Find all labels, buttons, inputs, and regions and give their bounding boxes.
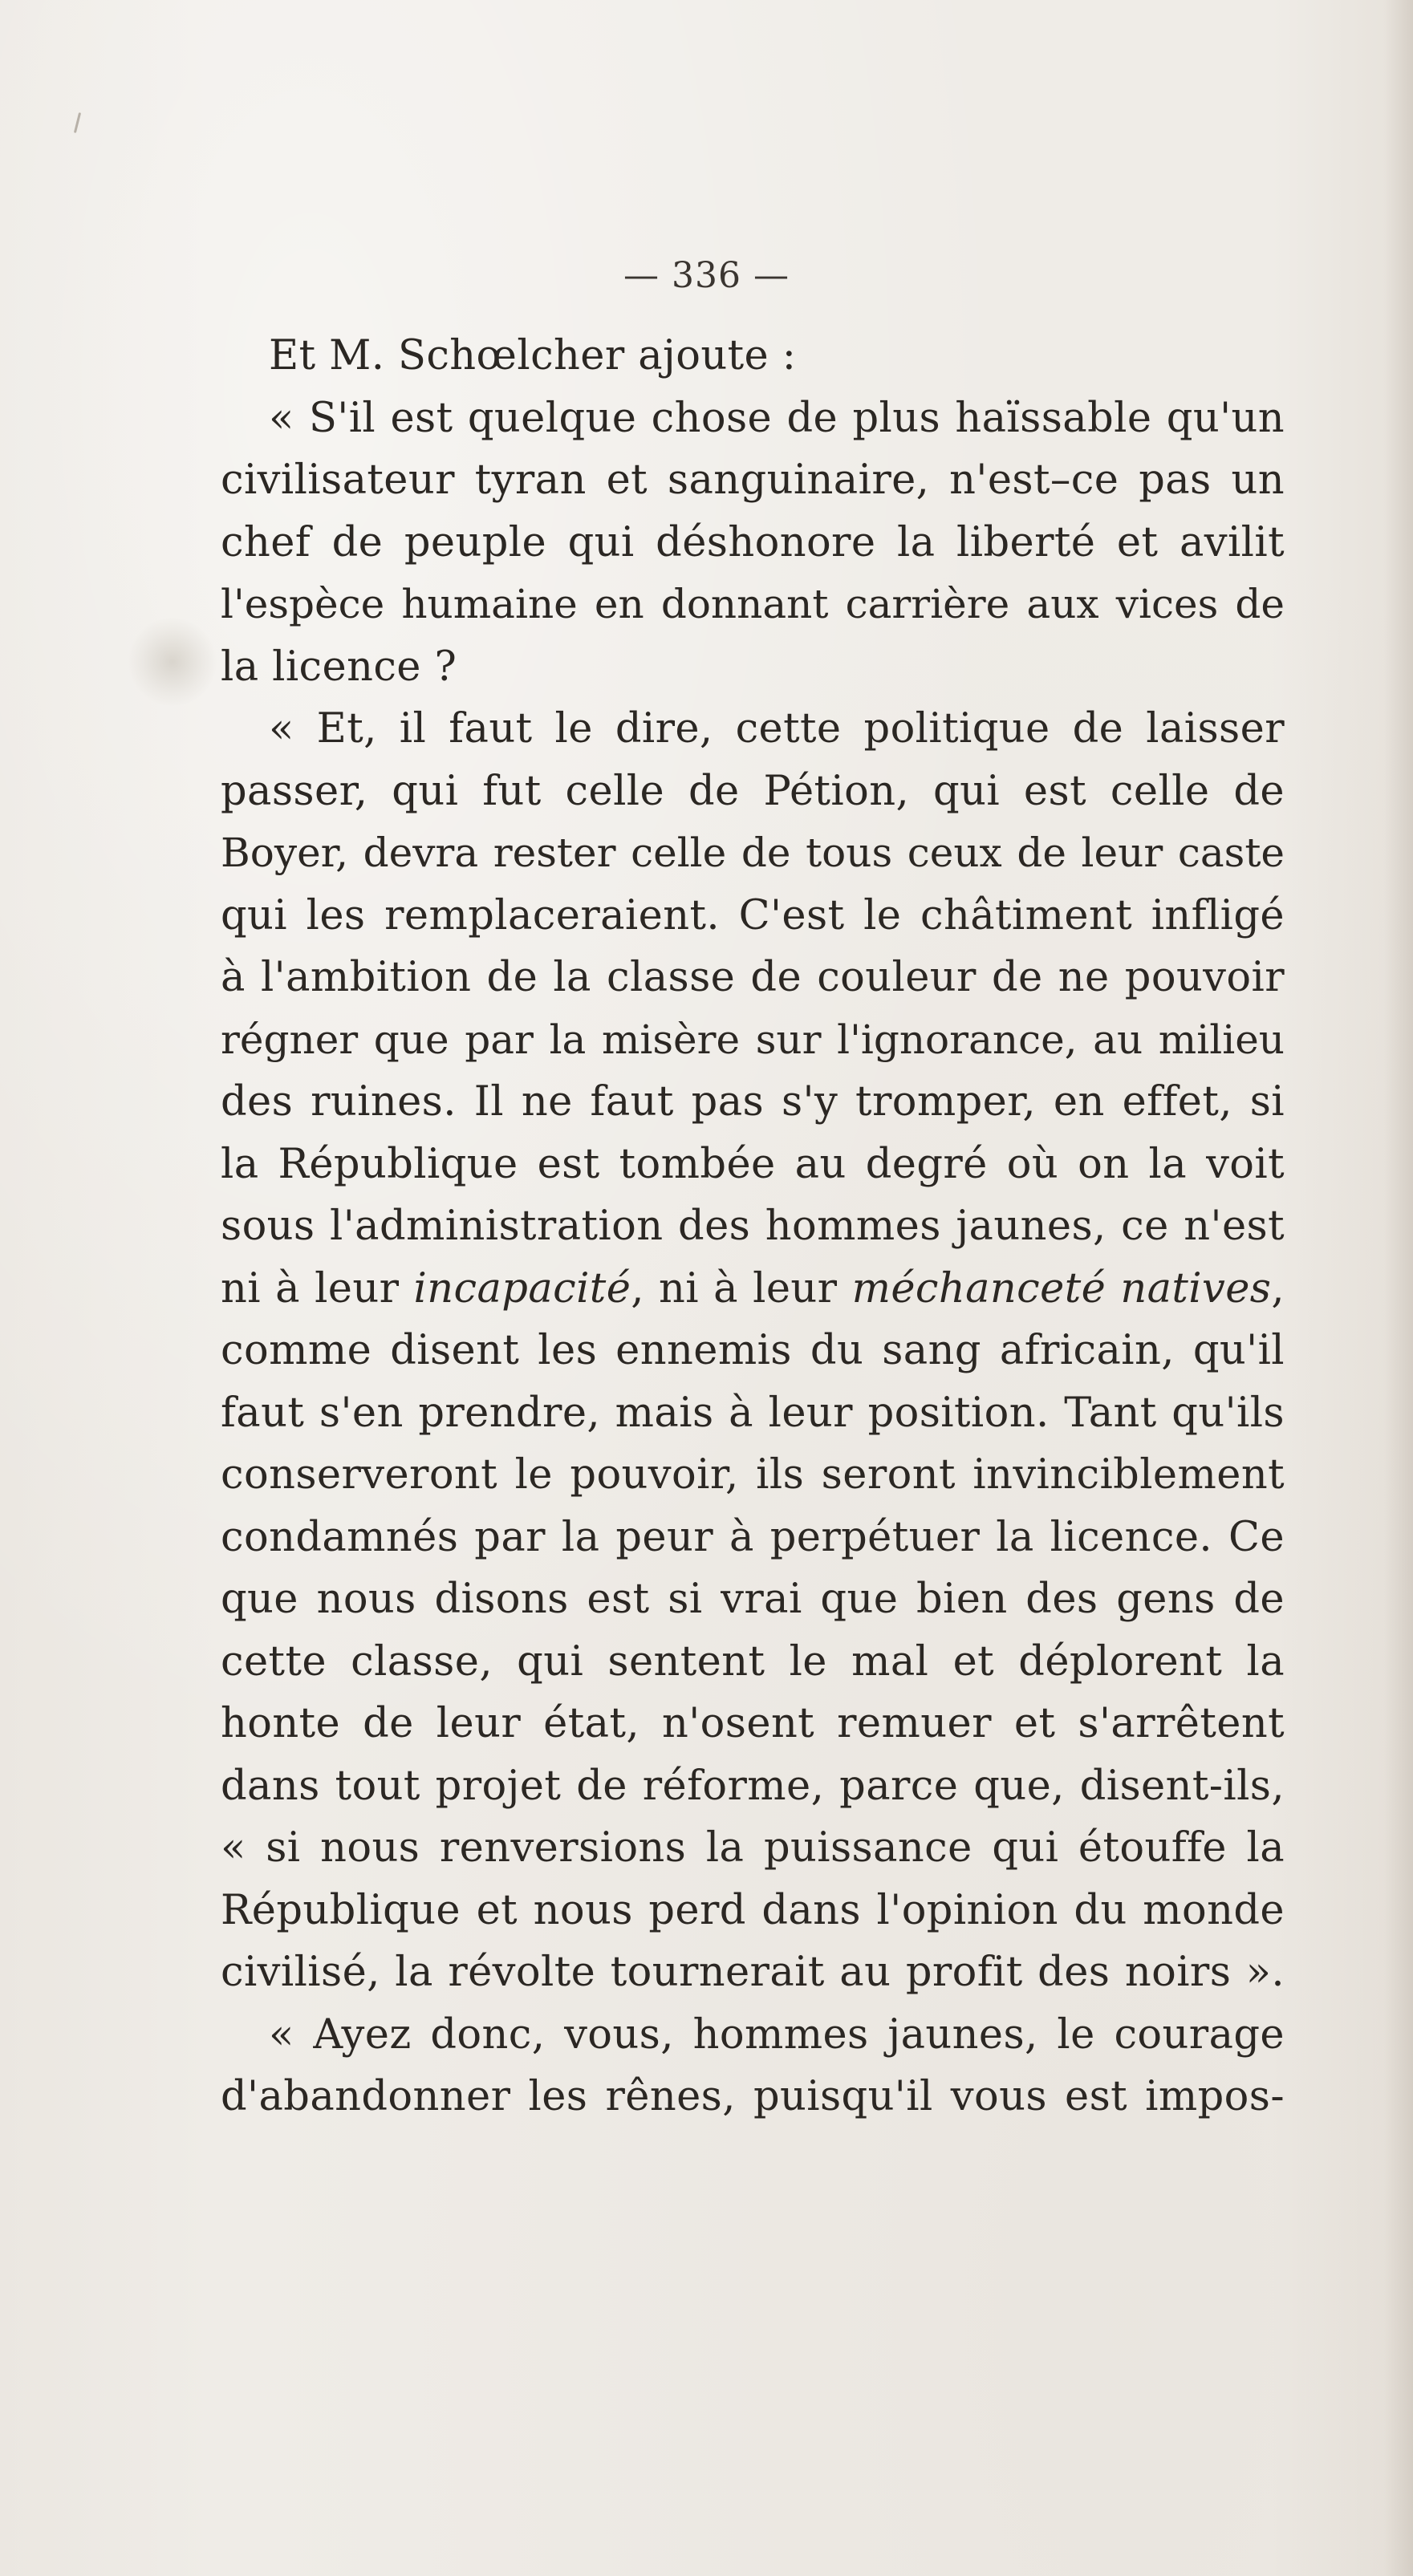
text-segment: , <box>1271 1264 1285 1312</box>
text-line: à l'ambition de la classe de couleur de ne pouvoir <box>221 954 1285 1001</box>
text-line: honte de leur état, n'osent remuer et s'arrêtent <box>221 1700 1285 1747</box>
text-line: Boyer, devra rester celle de tous ceux de leur caste <box>221 830 1285 876</box>
italic-term: incapacité <box>413 1264 631 1312</box>
text-segment: ni à leur <box>221 1264 414 1312</box>
text-line: la République est tombée au degré où on la voit <box>221 1140 1285 1188</box>
paper-stain <box>128 618 217 706</box>
text-line: que nous disons est si vrai que bien des gens de <box>221 1576 1285 1623</box>
page-edge-shadow <box>1384 0 1413 2576</box>
text-line: sous l'administration des hommes jaunes, ce n'est <box>221 1203 1285 1250</box>
text-line: dans tout projet de réforme, parce que, disent-ils, <box>221 1762 1285 1810</box>
text-line: la licence ? <box>221 643 457 691</box>
text-line: « Ayez donc, vous, hommes jaunes, le courage <box>269 2010 1285 2059</box>
text-line: des ruines. Il ne faut pas s'y tromper, en effet, si <box>221 1078 1285 1126</box>
body-text <box>221 325 1285 2128</box>
text-line: l'espèce humaine en donnant carrière aux vices de <box>221 581 1285 627</box>
text-line: « Et, il faut le dire, cette politique de laisser <box>269 705 1285 753</box>
text-line: « S'il est quelque chose de plus haïssable qu'un <box>269 394 1285 442</box>
text-line: conserveront le pouvoir, ils seront invinciblement <box>221 1451 1285 1499</box>
text-line: régner que par la misère sur l'ignorance, au milieu <box>221 1016 1285 1063</box>
italic-term: méchanceté natives <box>851 1264 1272 1312</box>
text-line: République et nous perd dans l'opinion du monde <box>221 1886 1285 1934</box>
text-line: d'abandonner les rênes, puisqu'il vous est impos- <box>221 2073 1285 2120</box>
pencil-mark <box>74 112 81 133</box>
text-line: chef de peuple qui déshonore la liberté et avilit <box>221 518 1285 566</box>
text-line: « si nous renversions la puissance qui étouffe la <box>221 1824 1285 1872</box>
text-line: faut s'en prendre, mais à leur position. Tant qu'ils <box>221 1389 1285 1437</box>
text-segment: , ni à leur <box>631 1264 852 1312</box>
text-line: qui les remplaceraient. C'est le châtiment infligé <box>221 891 1285 939</box>
text-line: comme disent les ennemis du sang africain, qu'il <box>221 1327 1285 1374</box>
text-line: cette classe, qui sentent le mal et déplorent la <box>221 1637 1285 1686</box>
page-number: — 336 — <box>623 255 790 296</box>
text-line: passer, qui fut celle de Pétion, qui est celle de <box>221 767 1285 815</box>
text-line: civilisateur tyran et sanguinaire, n'est–ce pas un <box>221 456 1285 504</box>
text-line: Et M. Schœlcher ajoute : <box>269 332 797 379</box>
text-line: condamnés par la peur à perpétuer la licence. Ce <box>221 1513 1285 1561</box>
text-line: civilisé, la révolte tournerait au profit des noirs ». <box>221 1949 1285 1996</box>
text-line-italic-mix <box>221 1258 1285 1320</box>
